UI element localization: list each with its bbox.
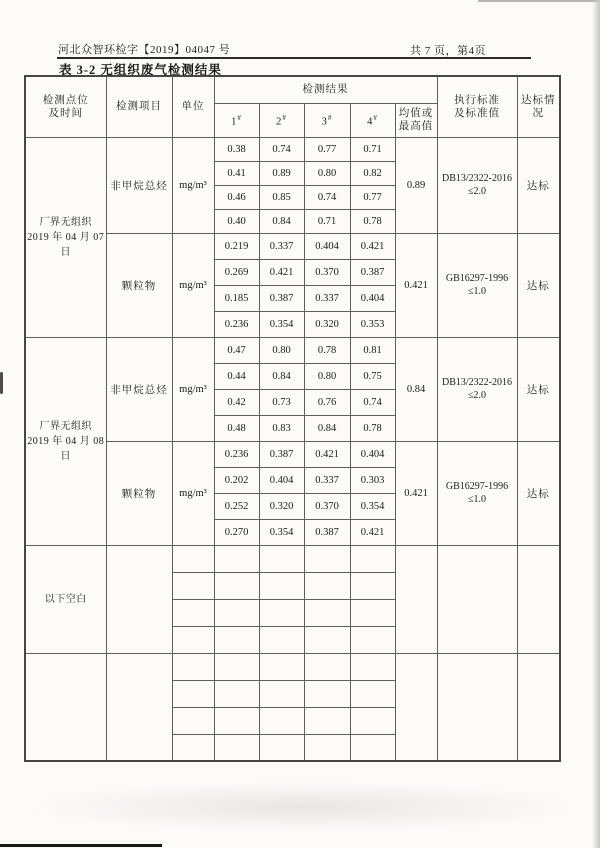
col-header-standard-line1: 执行标准	[454, 94, 501, 106]
empty-cell	[172, 545, 214, 572]
result-value-cell: 0.303	[350, 467, 395, 493]
standard-limit: ≤1.0	[468, 494, 487, 505]
result-value-cell: 0.421	[350, 233, 395, 259]
standard-code: DB13/2322-2016	[442, 377, 513, 388]
result-value-cell: 0.42	[214, 389, 259, 415]
point-date: 2019 年 04 月 07 日	[27, 231, 105, 258]
empty-cell	[214, 707, 259, 734]
result-value-cell: 0.40	[214, 209, 259, 233]
result-value-cell: 0.71	[304, 209, 350, 233]
result-value-cell: 0.76	[304, 389, 350, 415]
empty-cell	[304, 626, 350, 653]
empty-cell	[304, 572, 350, 599]
empty-cell	[304, 734, 350, 761]
result-value-cell: 0.80	[304, 161, 350, 185]
empty-cell	[437, 545, 517, 653]
scan-edge-line-bottom	[0, 844, 162, 847]
result-value-cell: 0.78	[350, 209, 395, 233]
empty-cell	[259, 626, 304, 653]
unit-cell: mg/m³	[172, 337, 214, 441]
empty-cell	[350, 653, 395, 680]
result-value-cell: 0.41	[214, 161, 259, 185]
result-value-cell: 0.85	[259, 185, 304, 209]
result-value-cell: 0.404	[350, 441, 395, 467]
empty-cell	[304, 653, 350, 680]
point-date: 2019 年 04 月 08 日	[27, 435, 105, 462]
standard-limit: ≤2.0	[468, 186, 487, 197]
result-value-cell: 0.269	[214, 259, 259, 285]
result-value-cell: 0.353	[350, 311, 395, 337]
table-title: 表 3-2 无组织废气检测结果	[59, 63, 222, 77]
col-header-compliance: 达标情况	[517, 76, 560, 137]
scan-edge-line-top	[478, 0, 600, 2]
col-header-unit: 单位	[172, 76, 214, 137]
standard-cell	[437, 337, 517, 441]
result-value-cell: 0.320	[304, 311, 350, 337]
page-indicator: 共 7 页，第4页	[410, 45, 486, 57]
empty-cell	[214, 653, 259, 680]
result-value-cell: 0.270	[214, 519, 259, 545]
result-value-cell: 0.84	[304, 415, 350, 441]
compliance-cell: 达标	[517, 137, 560, 233]
sample-point-cell	[25, 137, 106, 337]
document-number: 河北众智环检字【2019】04047 号	[58, 44, 231, 56]
empty-cell	[172, 572, 214, 599]
result-value-cell: 0.185	[214, 285, 259, 311]
standard-code: DB13/2322-2016	[442, 173, 513, 184]
sample-sup: #	[282, 113, 287, 122]
mean-max-cell: 0.421	[395, 233, 437, 337]
result-value-cell: 0.337	[304, 285, 350, 311]
col-header-mean-line1: 均值或	[398, 108, 434, 119]
result-value-cell: 0.80	[304, 363, 350, 389]
col-header-point-line2: 及时间	[48, 107, 83, 119]
empty-cell	[259, 572, 304, 599]
empty-cell	[172, 680, 214, 707]
result-value-cell: 0.387	[259, 441, 304, 467]
result-value-cell: 0.89	[259, 161, 304, 185]
empty-cell	[106, 653, 172, 761]
result-value-cell: 0.74	[259, 137, 304, 161]
empty-cell	[214, 680, 259, 707]
empty-cell	[304, 707, 350, 734]
sample-1-label: 1	[231, 116, 238, 128]
col-header-mean-max	[395, 103, 437, 137]
empty-cell	[350, 599, 395, 626]
result-value-cell: 0.236	[214, 441, 259, 467]
sample-4-label: 4	[367, 116, 374, 128]
empty-cell	[304, 599, 350, 626]
result-value-cell: 0.370	[304, 493, 350, 519]
result-value-cell: 0.404	[304, 233, 350, 259]
result-value-cell: 0.77	[350, 185, 395, 209]
results-table	[24, 75, 561, 762]
result-value-cell: 0.354	[259, 519, 304, 545]
result-value-cell: 0.337	[304, 467, 350, 493]
mean-max-cell: 0.89	[395, 137, 437, 233]
col-header-sample-1	[214, 103, 259, 137]
result-value-cell: 0.404	[350, 285, 395, 311]
standard-code: GB16297-1996	[445, 481, 509, 492]
result-value-cell: 0.80	[259, 337, 304, 363]
result-value-cell: 0.74	[350, 389, 395, 415]
col-header-sample-2	[259, 103, 304, 137]
empty-cell	[259, 707, 304, 734]
result-value-cell: 0.421	[259, 259, 304, 285]
col-header-mean-line2: 最高值	[398, 121, 434, 132]
col-header-standard-line2: 及标准值	[454, 107, 501, 119]
result-value-cell: 0.44	[214, 363, 259, 389]
result-value-cell: 0.421	[350, 519, 395, 545]
col-header-sample-4	[350, 103, 395, 137]
compliance-cell: 达标	[517, 233, 560, 337]
empty-cell	[350, 734, 395, 761]
standard-limit: ≤1.0	[468, 286, 487, 297]
empty-cell	[304, 545, 350, 572]
result-value-cell: 0.320	[259, 493, 304, 519]
result-value-cell: 0.236	[214, 311, 259, 337]
result-value-cell: 0.252	[214, 493, 259, 519]
empty-cell	[214, 734, 259, 761]
result-value-cell: 0.337	[259, 233, 304, 259]
mean-max-cell: 0.84	[395, 337, 437, 441]
empty-cell	[259, 734, 304, 761]
result-value-cell: 0.38	[214, 137, 259, 161]
standard-limit: ≤2.0	[468, 390, 487, 401]
sample-sup: #	[327, 113, 333, 122]
result-value-cell: 0.421	[304, 441, 350, 467]
test-item-cell: 颗粒物	[106, 441, 172, 545]
standard-cell	[437, 233, 517, 337]
point-name: 厂界无组织	[39, 420, 92, 432]
empty-cell	[395, 545, 437, 653]
standard-code: GB16297-1996	[445, 273, 509, 284]
empty-cell	[172, 653, 214, 680]
compliance-cell: 达标	[517, 441, 560, 545]
col-header-point	[25, 76, 106, 137]
result-value-cell: 0.370	[304, 259, 350, 285]
scan-smudge	[30, 782, 575, 832]
empty-cell	[437, 653, 517, 761]
compliance-cell: 达标	[517, 337, 560, 441]
result-value-cell: 0.84	[259, 209, 304, 233]
empty-cell	[172, 599, 214, 626]
empty-cell	[214, 626, 259, 653]
empty-cell	[259, 599, 304, 626]
empty-cell	[172, 734, 214, 761]
empty-cell	[214, 545, 259, 572]
result-value-cell: 0.71	[350, 137, 395, 161]
result-value-cell: 0.78	[304, 337, 350, 363]
result-value-cell: 0.74	[304, 185, 350, 209]
result-value-cell: 0.387	[350, 259, 395, 285]
sample-point-cell	[25, 337, 106, 545]
result-value-cell: 0.354	[259, 311, 304, 337]
test-item-cell: 非甲烷总烃	[106, 137, 172, 233]
col-header-standard	[437, 76, 517, 137]
empty-cell	[350, 626, 395, 653]
point-name: 厂界无组织	[39, 216, 92, 228]
scan-mark-left	[0, 372, 3, 394]
empty-cell	[517, 653, 560, 761]
empty-cell	[350, 680, 395, 707]
result-value-cell: 0.387	[259, 285, 304, 311]
empty-cell	[259, 653, 304, 680]
standard-cell	[437, 137, 517, 233]
result-value-cell: 0.75	[350, 363, 395, 389]
test-item-cell: 非甲烷总烃	[106, 337, 172, 441]
empty-cell	[25, 653, 106, 761]
mean-max-cell: 0.421	[395, 441, 437, 545]
scan-edge-shadow-right	[592, 0, 600, 848]
result-value-cell: 0.202	[214, 467, 259, 493]
empty-cell	[259, 680, 304, 707]
unit-cell: mg/m³	[172, 441, 214, 545]
sample-sup: #	[237, 113, 242, 122]
empty-cell	[517, 545, 560, 653]
header-rule	[57, 57, 531, 59]
sample-sup: #	[373, 113, 378, 122]
empty-cell	[214, 599, 259, 626]
empty-cell	[395, 653, 437, 761]
empty-cell	[259, 545, 304, 572]
result-value-cell: 0.219	[214, 233, 259, 259]
sample-3-label: 3	[321, 116, 328, 128]
empty-cell	[214, 572, 259, 599]
empty-cell	[172, 626, 214, 653]
blank-note-cell: 以下空白	[25, 545, 106, 653]
result-value-cell: 0.46	[214, 185, 259, 209]
empty-cell	[172, 707, 214, 734]
col-header-sample-3	[304, 103, 350, 137]
result-value-cell: 0.81	[350, 337, 395, 363]
unit-cell: mg/m³	[172, 233, 214, 337]
empty-cell	[350, 545, 395, 572]
col-header-item: 检测项目	[106, 76, 172, 137]
test-item-cell: 颗粒物	[106, 233, 172, 337]
result-value-cell: 0.77	[304, 137, 350, 161]
empty-cell	[350, 572, 395, 599]
sample-2-label: 2	[276, 116, 283, 128]
result-value-cell: 0.83	[259, 415, 304, 441]
result-value-cell: 0.73	[259, 389, 304, 415]
result-value-cell: 0.48	[214, 415, 259, 441]
result-value-cell: 0.82	[350, 161, 395, 185]
result-value-cell: 0.404	[259, 467, 304, 493]
unit-cell: mg/m³	[172, 137, 214, 233]
empty-cell	[350, 707, 395, 734]
col-header-point-line1: 检测点位	[42, 94, 89, 106]
result-value-cell: 0.354	[350, 493, 395, 519]
result-value-cell: 0.84	[259, 363, 304, 389]
result-value-cell: 0.78	[350, 415, 395, 441]
empty-cell	[106, 545, 172, 653]
result-value-cell: 0.47	[214, 337, 259, 363]
empty-cell	[304, 680, 350, 707]
col-header-results: 检测结果	[214, 76, 437, 103]
result-value-cell: 0.387	[304, 519, 350, 545]
standard-cell	[437, 441, 517, 545]
